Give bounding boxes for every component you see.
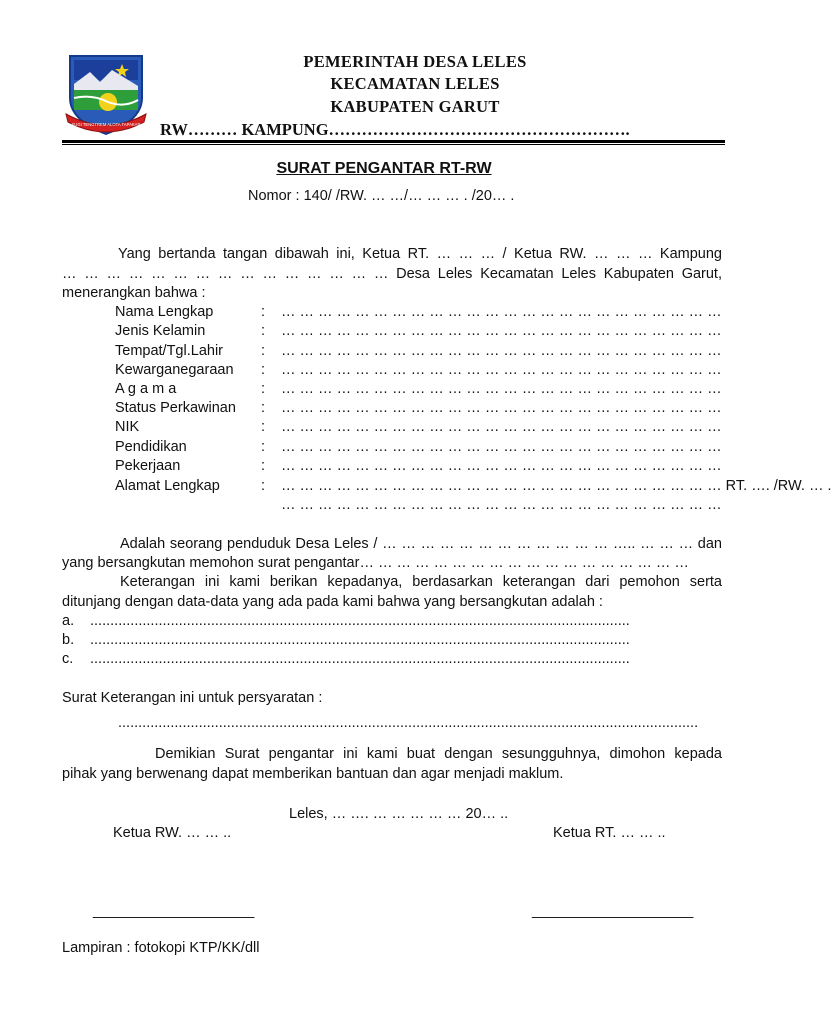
field-label-alamat: Alamat Lengkap: [115, 478, 220, 494]
header-rw-kampung: RW……… KAMPUNG……………………………………………….: [160, 120, 630, 139]
field-label-pendidikan: Pendidikan: [115, 439, 187, 455]
statement-line-2: ditunjang dengan data-data yang ada pada kami bahwa yang bersangkutan adalah :: [62, 594, 603, 610]
field-colon: :: [261, 304, 266, 320]
header-district: KECAMATAN LELES: [330, 74, 500, 93]
logo-ribbon-text: SUGI TENGTREM ALOTA TAPAKAR: [71, 122, 141, 127]
field-value-status-perkawinan: … … … … … … … … … … … … … … … … … … … … … … … …: [281, 400, 722, 416]
field-value-jenis-kelamin: … … … … … … … … … … … … … … … … … … … … … … … …: [281, 323, 722, 339]
field-label-kewarganegaraan: Kewarganegaraan: [115, 362, 234, 378]
field-value-alamat-continued: … … … … … … … … … … … … … … … … … … … … … … … …: [281, 497, 722, 513]
field-value-agama: … … … … … … … … … … … … … … … … … … … … … … … …: [281, 381, 722, 397]
field-colon: :: [261, 419, 266, 435]
list-dots-b: ......................................................................................................................................: [90, 632, 630, 648]
field-value-nama: … … … … … … … … … … … … … … … … … … … … … … … …: [281, 304, 722, 320]
field-colon: :: [261, 362, 266, 378]
village-emblem-logo: [62, 50, 150, 138]
attachment-note: Lampiran : fotokopi KTP/KK/dll: [62, 940, 260, 956]
field-colon: :: [261, 458, 266, 474]
field-colon: :: [261, 439, 266, 455]
requirement-label: Surat Keterangan ini untuk persyaratan :: [62, 690, 323, 706]
field-label-agama: A g a m a: [115, 381, 177, 397]
list-marker-b: b.: [62, 632, 75, 648]
list-marker-a: a.: [62, 613, 75, 629]
field-label-pekerjaan: Pekerjaan: [115, 458, 181, 474]
field-colon: :: [261, 381, 266, 397]
field-colon: :: [261, 323, 266, 339]
closing-line-2: pihak yang berwenang dapat memberikan bantuan dan agar menjadi maklum.: [62, 766, 564, 782]
field-value-pekerjaan: … … … … … … … … … … … … … … … … … … … … … … … …: [281, 458, 722, 474]
field-value-kewarganegaraan: … … … … … … … … … … … … … … … … … … … … … … … …: [281, 362, 722, 378]
ketua-rw-signature-line: ____________________: [93, 903, 255, 919]
resident-line-1: Adalah seorang penduduk Desa Leles / … … … … … … … … … … … … ….. … … … dan: [120, 536, 722, 552]
field-colon: :: [261, 343, 266, 359]
ketua-rw-label: Ketua RW. … … ..: [113, 825, 232, 841]
statement-line-1: Keterangan ini kami berikan kepadanya, berdasarkan keterangan dari pemohon serta: [120, 574, 722, 590]
letter-title: SURAT PENGANTAR RT-RW: [276, 160, 492, 177]
requirement-dots: ................................................................................................................................................: [118, 715, 699, 731]
field-colon: :: [261, 478, 266, 494]
closing-line-1: Demikian Surat pengantar ini kami buat dengan sesungguhnya, dimohon kepada: [155, 746, 722, 762]
field-label-status-perkawinan: Status Perkawinan: [115, 400, 236, 416]
field-value-tempat-tgl-lahir: … … … … … … … … … … … … … … … … … … … … … … … …: [281, 343, 722, 359]
intro-line-1: Yang bertanda tangan dibawah ini, Ketua RT. … … … / Ketua RW. … … … Kampung: [118, 246, 722, 262]
field-value-nik: … … … … … … … … … … … … … … … … … … … … … … … …: [281, 419, 722, 435]
place-date: Leles, … …. … … … … … 20… ..: [289, 806, 509, 822]
letter-number: Nomor : 140/ /RW. … …/… … … . /20… .: [248, 188, 515, 204]
intro-line-2: … … … … … … … … … … … … … … … Desa Leles Kecamatan Leles Kabupaten Garut,: [62, 266, 722, 282]
list-dots-c: ......................................................................................................................................: [90, 651, 630, 667]
field-colon: :: [261, 400, 266, 416]
list-marker-c: c.: [62, 651, 74, 667]
ketua-rt-signature-line: ____________________: [532, 903, 694, 919]
intro-line-3: menerangkan bahwa :: [62, 285, 206, 301]
field-label-nama: Nama Lengkap: [115, 304, 214, 320]
resident-line-2: yang bersangkutan memohon surat pengantar… … … … … … … … … … … … … … … … … …: [62, 555, 689, 571]
field-value-pendidikan: … … … … … … … … … … … … … … … … … … … … … … … …: [281, 439, 722, 455]
header-divider-thick: [62, 140, 725, 143]
field-value-alamat: … … … … … … … … … … … … … … … … … … … … … … … … RT. …. /RW. … .: [281, 478, 832, 494]
field-label-nik: NIK: [115, 419, 140, 435]
header-government: PEMERINTAH DESA LELES: [303, 52, 527, 71]
field-label-jenis-kelamin: Jenis Kelamin: [115, 323, 206, 339]
header-divider-thin: [62, 144, 725, 145]
field-label-tempat-tgl-lahir: Tempat/Tgl.Lahir: [115, 343, 223, 359]
ketua-rt-label: Ketua RT. … … ..: [553, 825, 666, 841]
header-regency: KABUPATEN GARUT: [330, 97, 500, 116]
list-dots-a: ......................................................................................................................................: [90, 613, 630, 629]
